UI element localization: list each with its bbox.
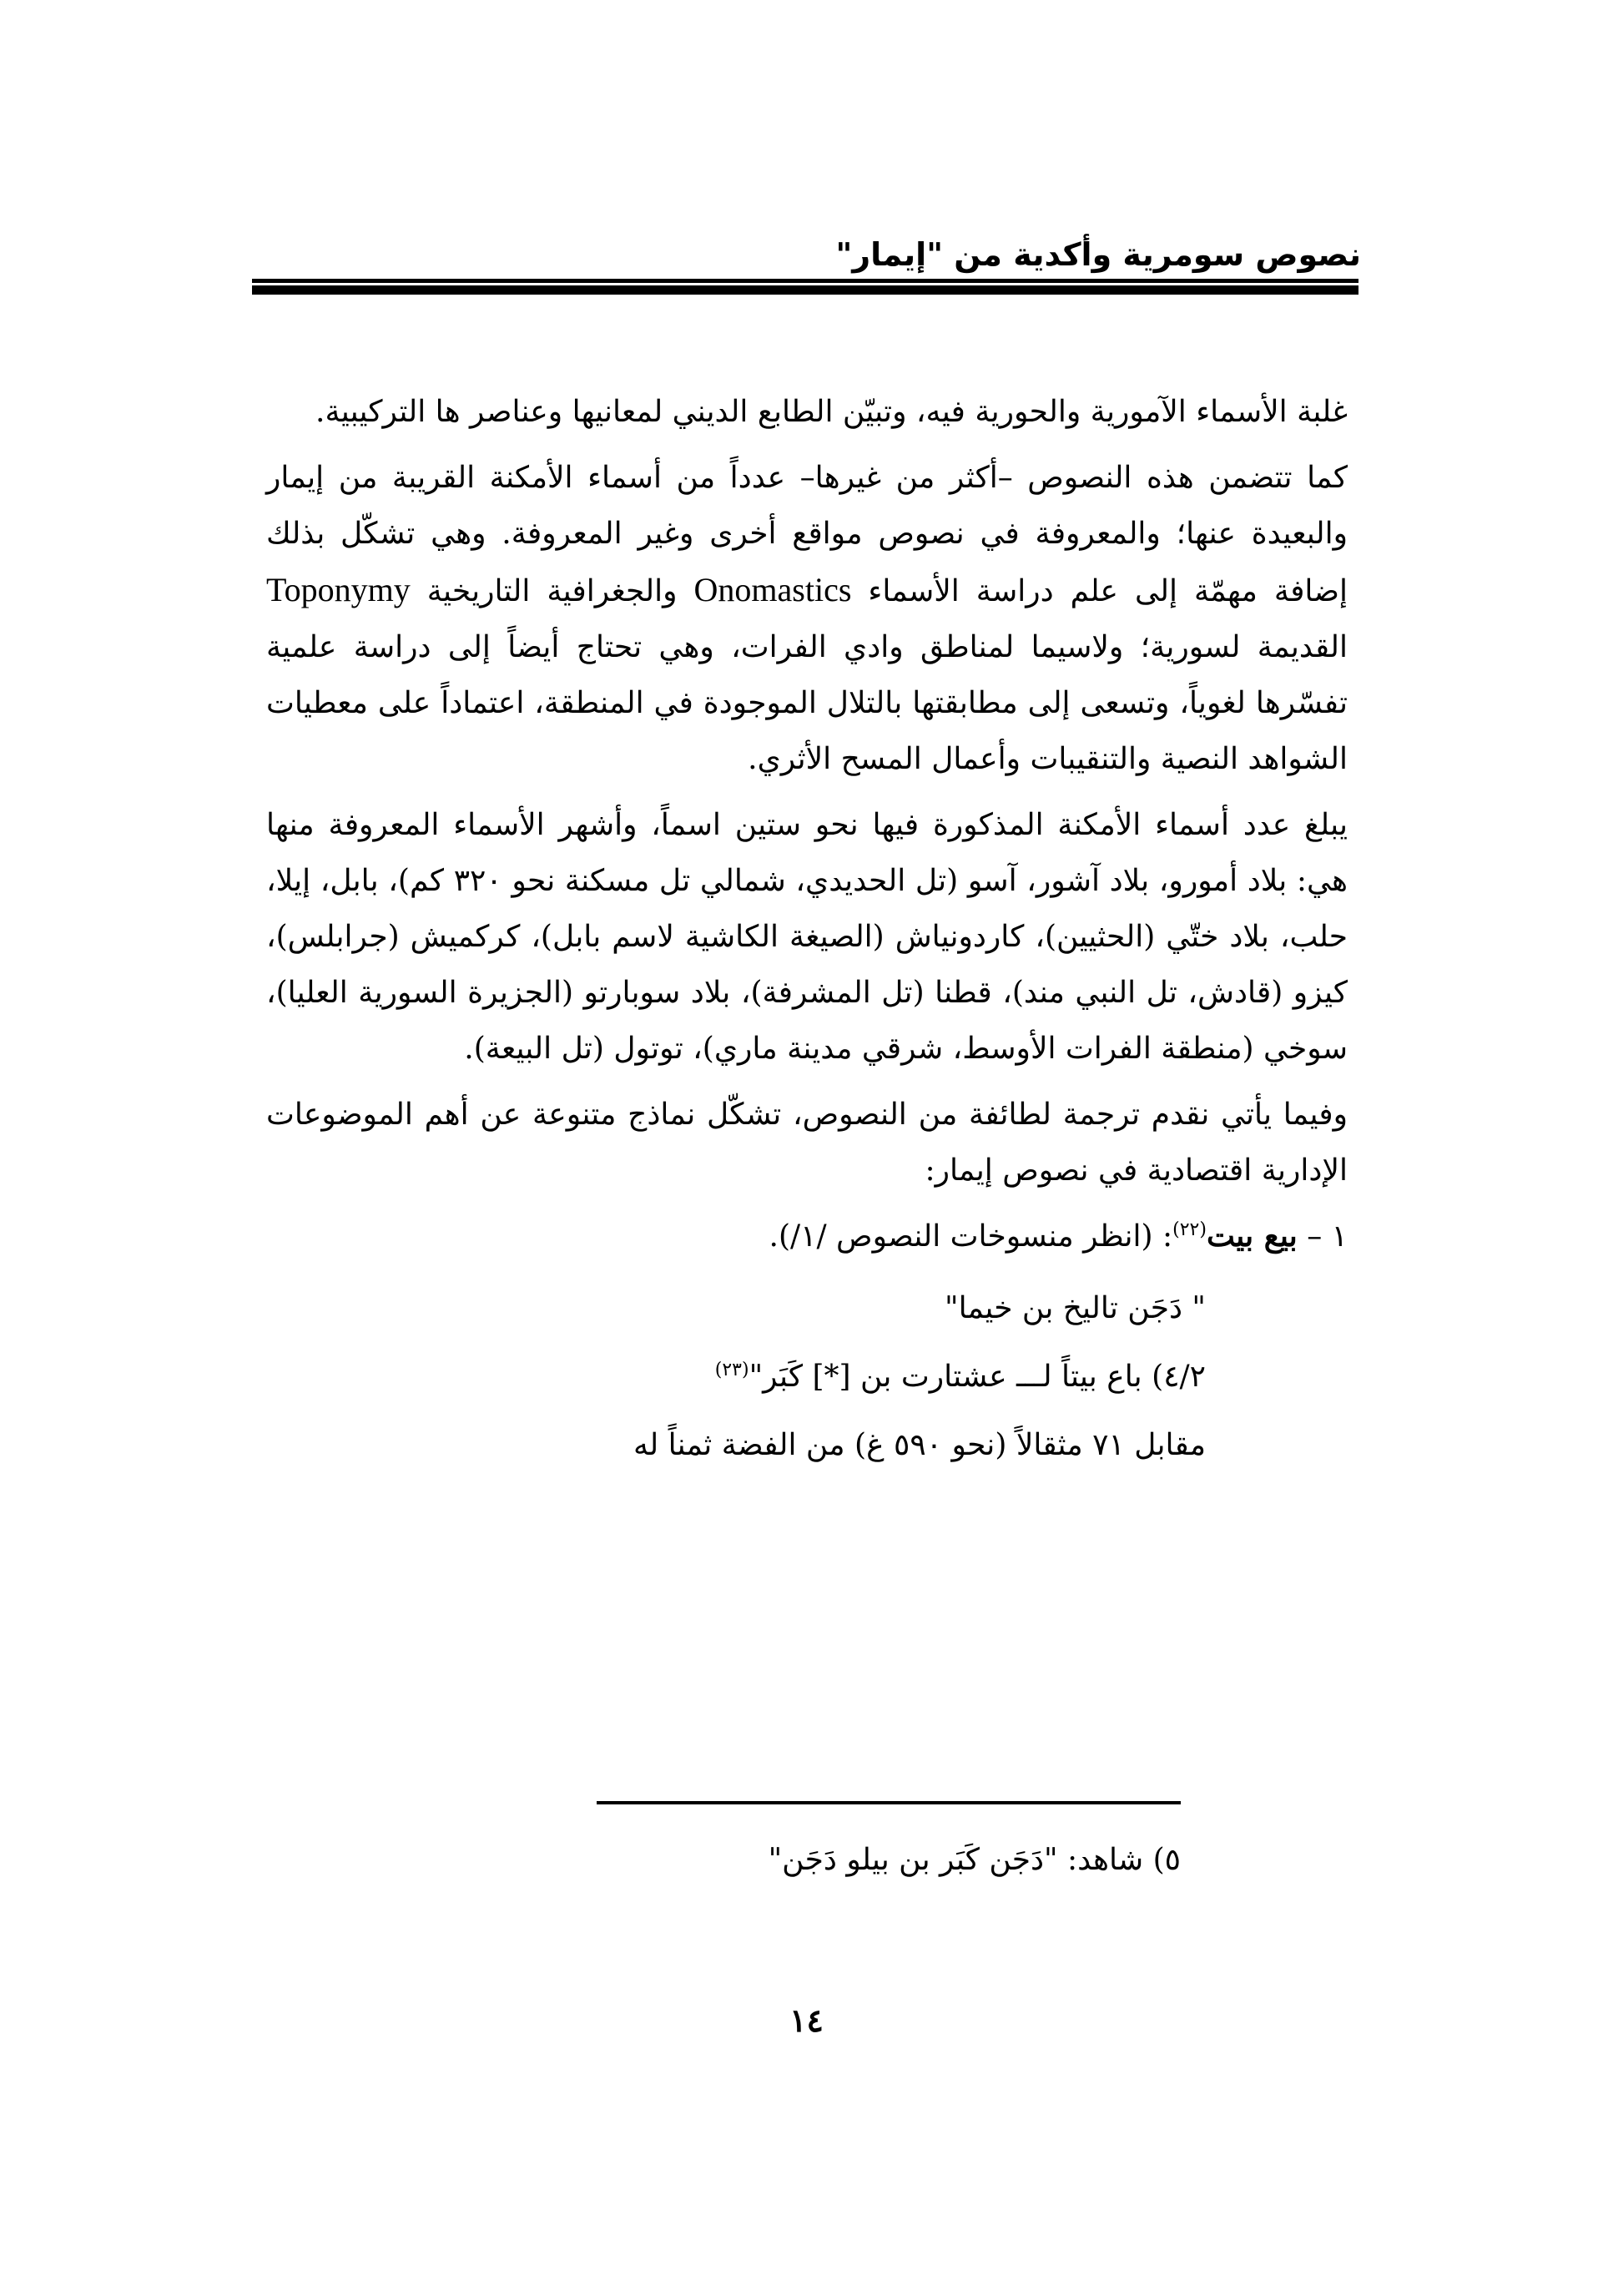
header-rule-thin	[252, 279, 1358, 283]
header-rule-thick	[252, 285, 1358, 295]
body-text	[266, 384, 1348, 1480]
footnote-rule	[597, 1801, 1181, 1804]
footnote-ref-23: (٢٣)	[714, 1360, 749, 1380]
item-description: : (انظر منسوخات النصوص /١/).	[769, 1219, 1173, 1254]
running-header: نصوص سومرية وأكدية من "إيمار"	[835, 236, 1361, 273]
term-toponymy: Toponymy	[266, 571, 411, 608]
footnote: ٥) شاهد: "دَجَن كَبَر بن بيلو دَجَن"	[768, 1843, 1181, 1877]
paragraph-1: غلبة الأسماء الآمورية والحورية فيه، وتبيّن الطابع الديني لمعانيها وعناصر ها التركيبية.	[315, 395, 1348, 429]
item-heading: بيع بيت	[1206, 1219, 1298, 1254]
quote-line-2	[266, 1343, 1206, 1411]
item-1	[266, 1209, 1348, 1264]
paragraph-3: يبلغ عدد أسماء الأمكنة المذكورة فيها نحو ستين اسماً، وأشهر الأسماء المعروفة منها هي: بلاد أمورو، بلاد آشور، آسو (تل الحديدي، شمالي تل مسكنة نحو ٣٢٠ كم)، بابل، إيلا، حلب، بلاد ختّي (الحثيين)، كاردونياش (الصيغة الكاشية لاسم بابل)، كركميش (جرابلس)، كيزو (قادش، تل النبي مند)، قطنا (تل المشرفة)، بلاد سوبارتو (الجزيرة السورية العليا)، سوخي (منطقة الفرات الأوسط، شرقي مدينة ماري)، توتول (تل البيعة).	[266, 808, 1348, 1066]
quote-line-2-text: ٤/٢) باع بيتاً لـــ عشتارت بن [*] كَبَر"	[749, 1360, 1206, 1394]
paragraph-2-part-2: والجغرافية التاريخية	[426, 574, 678, 608]
quote-block	[266, 1274, 1206, 1480]
quote-line-3: مقابل ٧١ مثقالاً (نحو ٥٩٠ غ) من الفضة ثمناً له	[633, 1428, 1206, 1462]
term-onomastics: Onomastics	[693, 571, 852, 608]
quote-line-1: " دَجَن تاليخ بن خيما"	[945, 1291, 1206, 1325]
paragraph-4: وفيما يأتي نقدم ترجمة لطائفة من النصوص، تشكّل نماذج متنوعة عن أهم الموضوعات الإدارية اقتصادية في نصوص إيمار:	[266, 1098, 1348, 1188]
paragraph-2	[266, 450, 1348, 787]
page-number: ١٤	[789, 2001, 824, 2039]
item-number: ١ –	[1307, 1219, 1348, 1254]
paragraph-2-part-1: كما تتضمن هذه النصوص –أكثر من غيرها– عدداً من أسماء الأمكنة القريبة من إيمار والبعيدة عنها؛ والمعروفة في نصوص مواقع أخرى وغير المعروفة. وهي تشكّل بذلك إضافة مهمّة إلى علم دراسة الأسماء	[266, 461, 1348, 608]
paragraph-2-part-3: القديمة لسورية؛ ولاسيما لمناطق وادي الفرات، وهي تحتاج أيضاً إلى دراسة علمية تفسّرها لغوياً، وتسعى إلى مطابقتها بالتلال الموجودة في المنطقة، اعتماداً على معطيات الشواهد النصية والتنقيبات وأعمال المسح الأثري.	[266, 630, 1348, 776]
footnote-ref-22: (٢٢)	[1172, 1219, 1207, 1240]
